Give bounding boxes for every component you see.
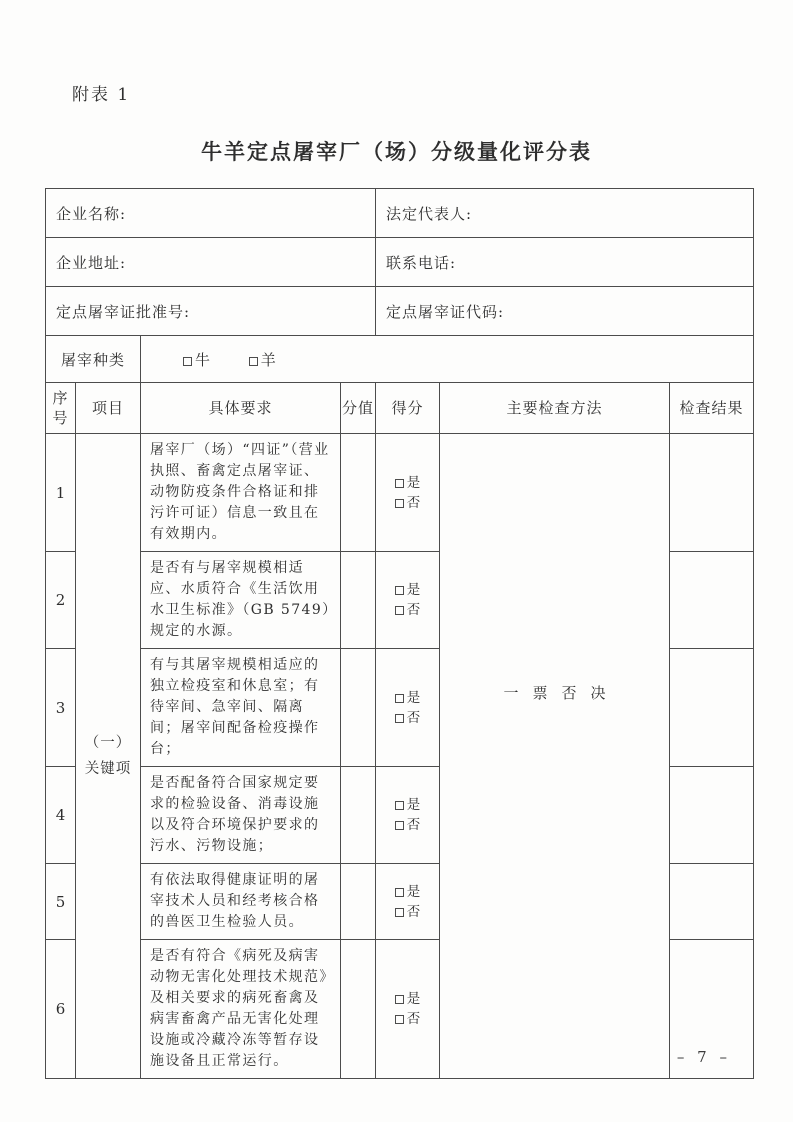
info-row-2 [46,238,754,287]
score-option-yes[interactable] [376,989,439,1009]
inspection-method-cell [440,434,670,1079]
license-code-field[interactable]: 定点屠宰证代码: [376,287,754,336]
slaughter-type-option-cattle[interactable] [183,349,211,370]
score-cell [376,864,440,940]
checkbox-no-icon[interactable] [395,908,404,917]
company-address-field[interactable]: 企业地址: [46,238,376,287]
score-cell [376,434,440,552]
company-name-field[interactable]: 企业名称: [46,189,376,238]
checkbox-no-icon[interactable] [395,606,404,615]
points-cell [341,434,376,552]
score-option-no[interactable] [376,600,439,620]
score-yes-label: 是 [406,797,421,813]
points-cell [341,767,376,864]
checkbox-yes-icon[interactable] [395,479,404,488]
col-header-result: 检查结果 [670,383,754,434]
result-cell[interactable] [670,767,754,864]
score-yes-label: 是 [406,474,421,491]
row-no: 5 [46,864,76,940]
row-no: 4 [46,767,76,864]
slaughter-type-option-sheep[interactable] [249,349,277,370]
row-no: 1 [46,434,76,552]
requirement-text: 屠宰厂（场）“四证”（营业执照、畜禽定点屠宰证、动物防疫条件合格证和排污许可证）信息一致且在有效期内。 [141,434,341,552]
requirement-text: 有与其屠宰规模相适应的独立检疫室和休息室；有待宰间、急宰间、隔离间；屠宰间配备检疫操作台； [141,649,341,767]
score-yes-label: 是 [406,991,421,1007]
table-row [46,434,754,552]
points-cell [341,864,376,940]
score-option-no[interactable] [376,493,439,513]
info-row-1 [46,189,754,238]
slaughter-type-options [141,336,754,383]
checkbox-cattle-icon[interactable] [183,357,192,366]
license-no-field[interactable]: 定点屠宰证批准号: [46,287,376,336]
category-line2: 关键项 [84,761,132,777]
table-header-row [46,383,754,434]
checkbox-yes-icon[interactable] [395,586,404,595]
points-cell [341,552,376,649]
points-cell [341,649,376,767]
page-number: – 7 – [676,1048,731,1066]
checkbox-no-icon[interactable] [395,1015,404,1024]
points-cell [341,940,376,1079]
score-option-no[interactable] [376,815,439,835]
score-cell [376,940,440,1079]
checkbox-yes-icon[interactable] [395,694,404,703]
col-header-points: 分值 [341,383,376,434]
score-no-label: 否 [406,1011,421,1027]
attachment-label: 附表 1 [72,85,131,105]
score-no-label: 否 [406,709,421,726]
score-option-yes[interactable] [376,882,439,902]
score-no-label: 否 [406,602,421,618]
checkbox-sheep-icon[interactable] [249,357,258,366]
col-header-requirement: 具体要求 [141,383,341,434]
requirement-text: 是否配备符合国家规定要求的检验设备、消毒设施以及符合环境保护要求的污水、污物设施； [141,767,341,864]
col-header-method: 主要检查方法 [440,383,670,434]
slaughter-type-label: 屠宰种类 [46,336,141,383]
score-option-yes[interactable] [376,473,439,493]
checkbox-no-icon[interactable] [395,499,404,508]
col-header-score: 得分 [376,383,440,434]
row-no: 3 [46,649,76,767]
score-option-yes[interactable] [376,795,439,815]
requirement-text: 是否有与屠宰规模相适应、水质符合《生活饮用水卫生标准》（GB 5749）规定的水源。 [141,552,341,649]
col-header-item: 项目 [76,383,141,434]
legal-rep-field[interactable]: 法定代表人: [376,189,754,238]
inspection-method-text: 一票否决 [503,683,620,702]
requirement-text: 是否有符合《病死及病害动物无害化处理技术规范》及相关要求的病死畜禽及病害畜禽产品无害化处理设施或冷藏冷冻等暂存设施设备且正常运行。 [141,940,341,1079]
col-header-no: 序号 [46,383,76,434]
phone-field[interactable]: 联系电话: [376,238,754,287]
score-cell [376,649,440,767]
score-option-no[interactable] [376,708,439,728]
checkbox-no-icon[interactable] [395,714,404,723]
score-option-no[interactable] [376,1009,439,1029]
option-label: 羊 [260,350,277,369]
result-cell[interactable] [670,864,754,940]
score-cell [376,552,440,649]
score-option-yes[interactable] [376,580,439,600]
checkbox-yes-icon[interactable] [395,801,404,810]
result-cell[interactable] [670,552,754,649]
page-title: 牛羊定点屠宰厂（场）分级量化评分表 [201,139,592,164]
score-yes-label: 是 [406,689,421,706]
category-line1: （一） [84,735,132,751]
checkbox-yes-icon[interactable] [395,888,404,897]
scoring-table [45,188,754,1079]
checkbox-yes-icon[interactable] [395,995,404,1004]
result-cell[interactable] [670,434,754,552]
result-cell[interactable] [670,649,754,767]
score-cell [376,767,440,864]
slaughter-type-row [46,336,754,383]
score-yes-label: 是 [406,582,421,598]
option-label: 牛 [195,350,212,369]
score-no-label: 否 [406,817,421,833]
requirement-text: 有依法取得健康证明的屠宰技术人员和经考核合格的兽医卫生检验人员。 [141,864,341,940]
info-row-3 [46,287,754,336]
score-yes-label: 是 [406,883,421,900]
score-no-label: 否 [406,903,421,920]
score-option-no[interactable] [376,902,439,922]
row-no: 2 [46,552,76,649]
score-option-yes[interactable] [376,688,439,708]
score-no-label: 否 [406,494,421,511]
checkbox-no-icon[interactable] [395,821,404,830]
row-no: 6 [46,940,76,1079]
category-cell [76,434,141,1079]
